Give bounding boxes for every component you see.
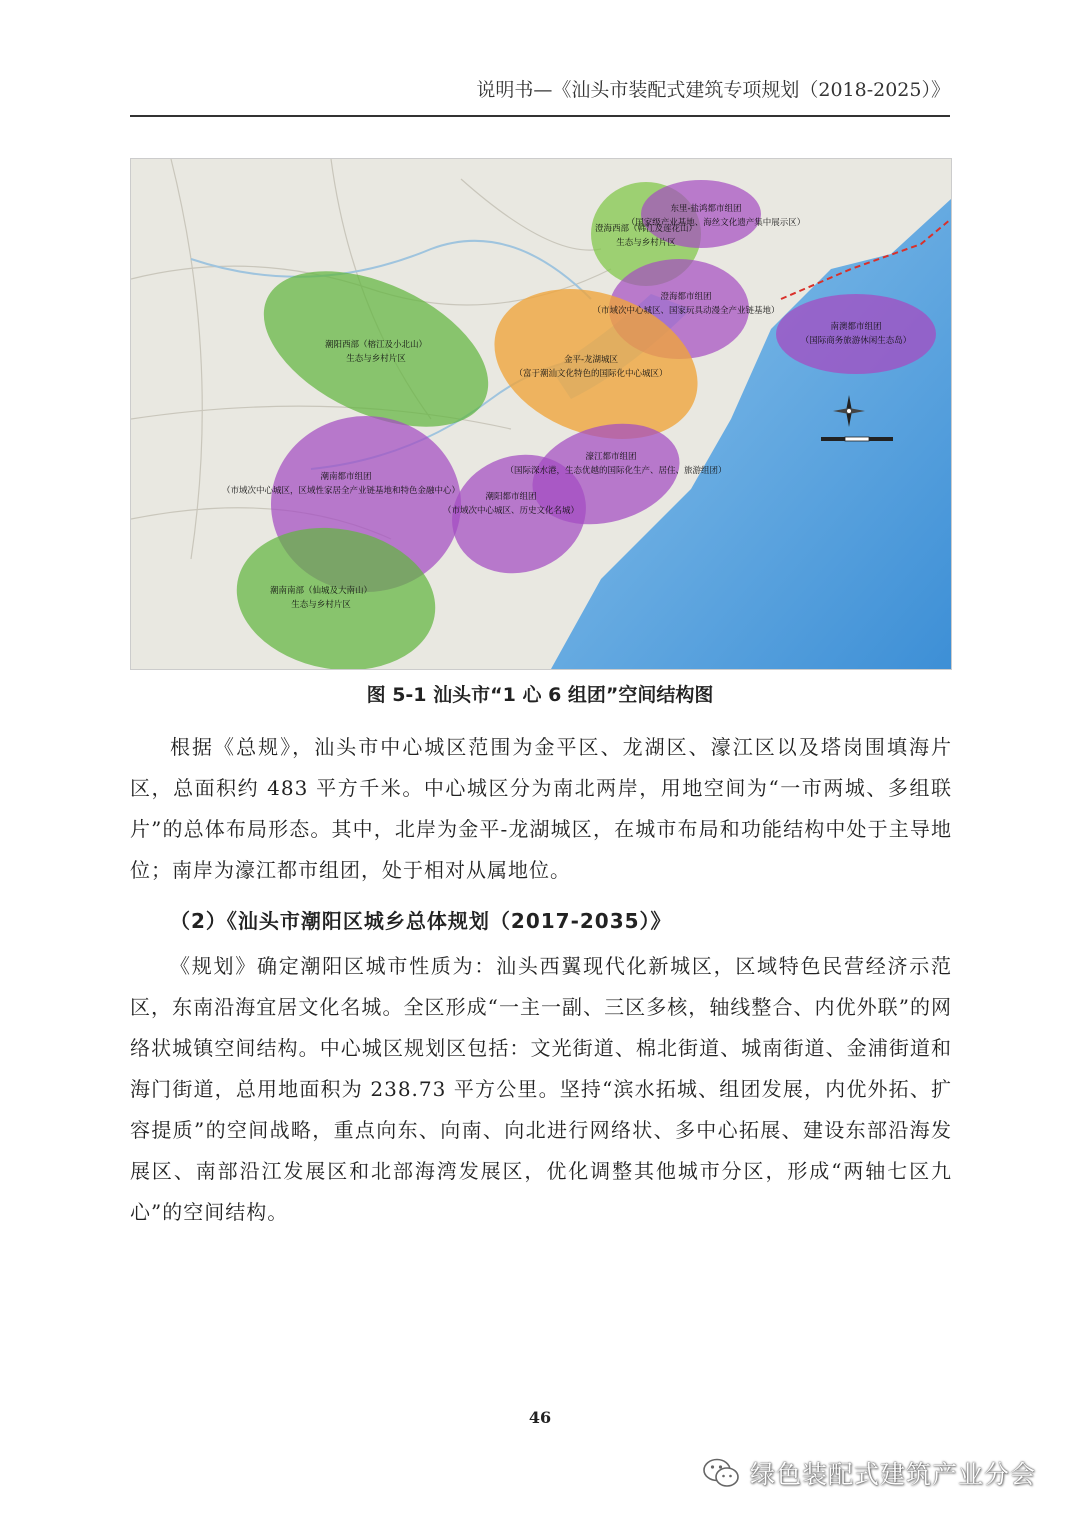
zone-label-title: 潮阳西部（榕江及小北山） bbox=[324, 340, 428, 350]
watermark bbox=[702, 1453, 1036, 1493]
document-header: 说明书—《汕头市装配式建筑专项规划（2018-2025）》 bbox=[476, 79, 950, 101]
section-heading: （2）《汕头市潮阳区城乡总体规划（2017-2035）》 bbox=[170, 909, 672, 933]
figure-caption: 图 5-1 汕头市“1 心 6 组团”空间结构图 bbox=[366, 684, 714, 706]
zone-label-desc: （市域次中心城区、国家玩具动漫全产业链基地） bbox=[592, 306, 780, 316]
body-paragraph: 根据《总规》，汕头市中心城区范围为金平区、龙湖区、濠江区以及塔岗围填海片区，总面积约 483 平方千米。中心城区分为南北两岸，用地空间为“一市两城、多组联片”的总体布局形态。其中，北岸为金平-龙湖城区，在城市布局和功能结构中处于主导地位；南岸为濠江都市组团，处于相对从属地位。 bbox=[130, 735, 952, 882]
watermark-text: 绿色装配式建筑产业分会 bbox=[750, 1460, 1037, 1489]
spatial-structure-map bbox=[130, 158, 952, 670]
zone-label-desc: 生态与乡村片区 bbox=[346, 354, 406, 364]
zone-label-title: 东里-盐鸿都市组团 bbox=[670, 204, 742, 214]
zone-label-title: 金平-龙湖城区 bbox=[563, 355, 619, 365]
zone-label-desc: （国际深水港，生态优越的国际化生产、居住、旅游组团） bbox=[505, 466, 727, 476]
zone-label-title: 潮南都市组团 bbox=[320, 472, 372, 482]
zone-label-desc: （国家级产业基地、海丝文化遗产集中展示区） bbox=[626, 218, 806, 228]
scale-bar bbox=[821, 437, 893, 441]
zone-label-desc: （国际商务旅游休闲生态岛） bbox=[800, 336, 912, 346]
zone-label-desc: （富于潮汕文化特色的国际化中心城区） bbox=[514, 369, 668, 379]
zone-label-title: 濠江都市组团 bbox=[585, 452, 637, 462]
zone-label-title: 澄海都市组团 bbox=[660, 292, 712, 302]
wechat-icon bbox=[702, 1457, 742, 1489]
zone-label-title: 潮南南部（仙城及大南山） bbox=[269, 586, 373, 596]
zone-label-desc: （市域次中心城区、历史文化名城） bbox=[442, 506, 580, 516]
page-number: 46 bbox=[528, 1408, 552, 1427]
zone-label-title: 澄海西部（韩江及莲花山） bbox=[594, 224, 698, 234]
map-svg bbox=[131, 159, 951, 669]
zone-label-desc: 生态与乡村片区 bbox=[616, 238, 676, 248]
header-divider bbox=[130, 115, 950, 117]
zone-label-title: 潮阳都市组团 bbox=[485, 492, 537, 502]
zone-nanao bbox=[776, 294, 936, 374]
body-paragraph: 《规划》确定潮阳区城市性质为：汕头西翼现代化新城区，区域特色民营经济示范区，东南沿海宜居文化名城。全区形成“一主一副、三区多核，轴线整合、内优外联”的网络状城镇空间结构。中心城区规划区包括：文光街道、棉北街道、城南街道、金浦街道和海门街道，总用地面积为 238.73 平方公里。坚持“滨水拓城、组团发展，内优外拓、扩容提质”的空间战略，重点向东、向南、向北进行网络状、多中心拓展、建设东部沿海发展区、南部沿江发展区和北部海湾发展区，优化调整其他城市分区，形成“两轴七区九心”的空间结构。 bbox=[130, 954, 952, 1224]
zone-label-title: 南澳都市组团 bbox=[830, 322, 882, 332]
zone-label-desc: 生态与乡村片区 bbox=[291, 600, 351, 610]
zone-label-desc: （市域次中心城区，区域性家居全产业链基地和特色金融中心） bbox=[221, 486, 461, 496]
